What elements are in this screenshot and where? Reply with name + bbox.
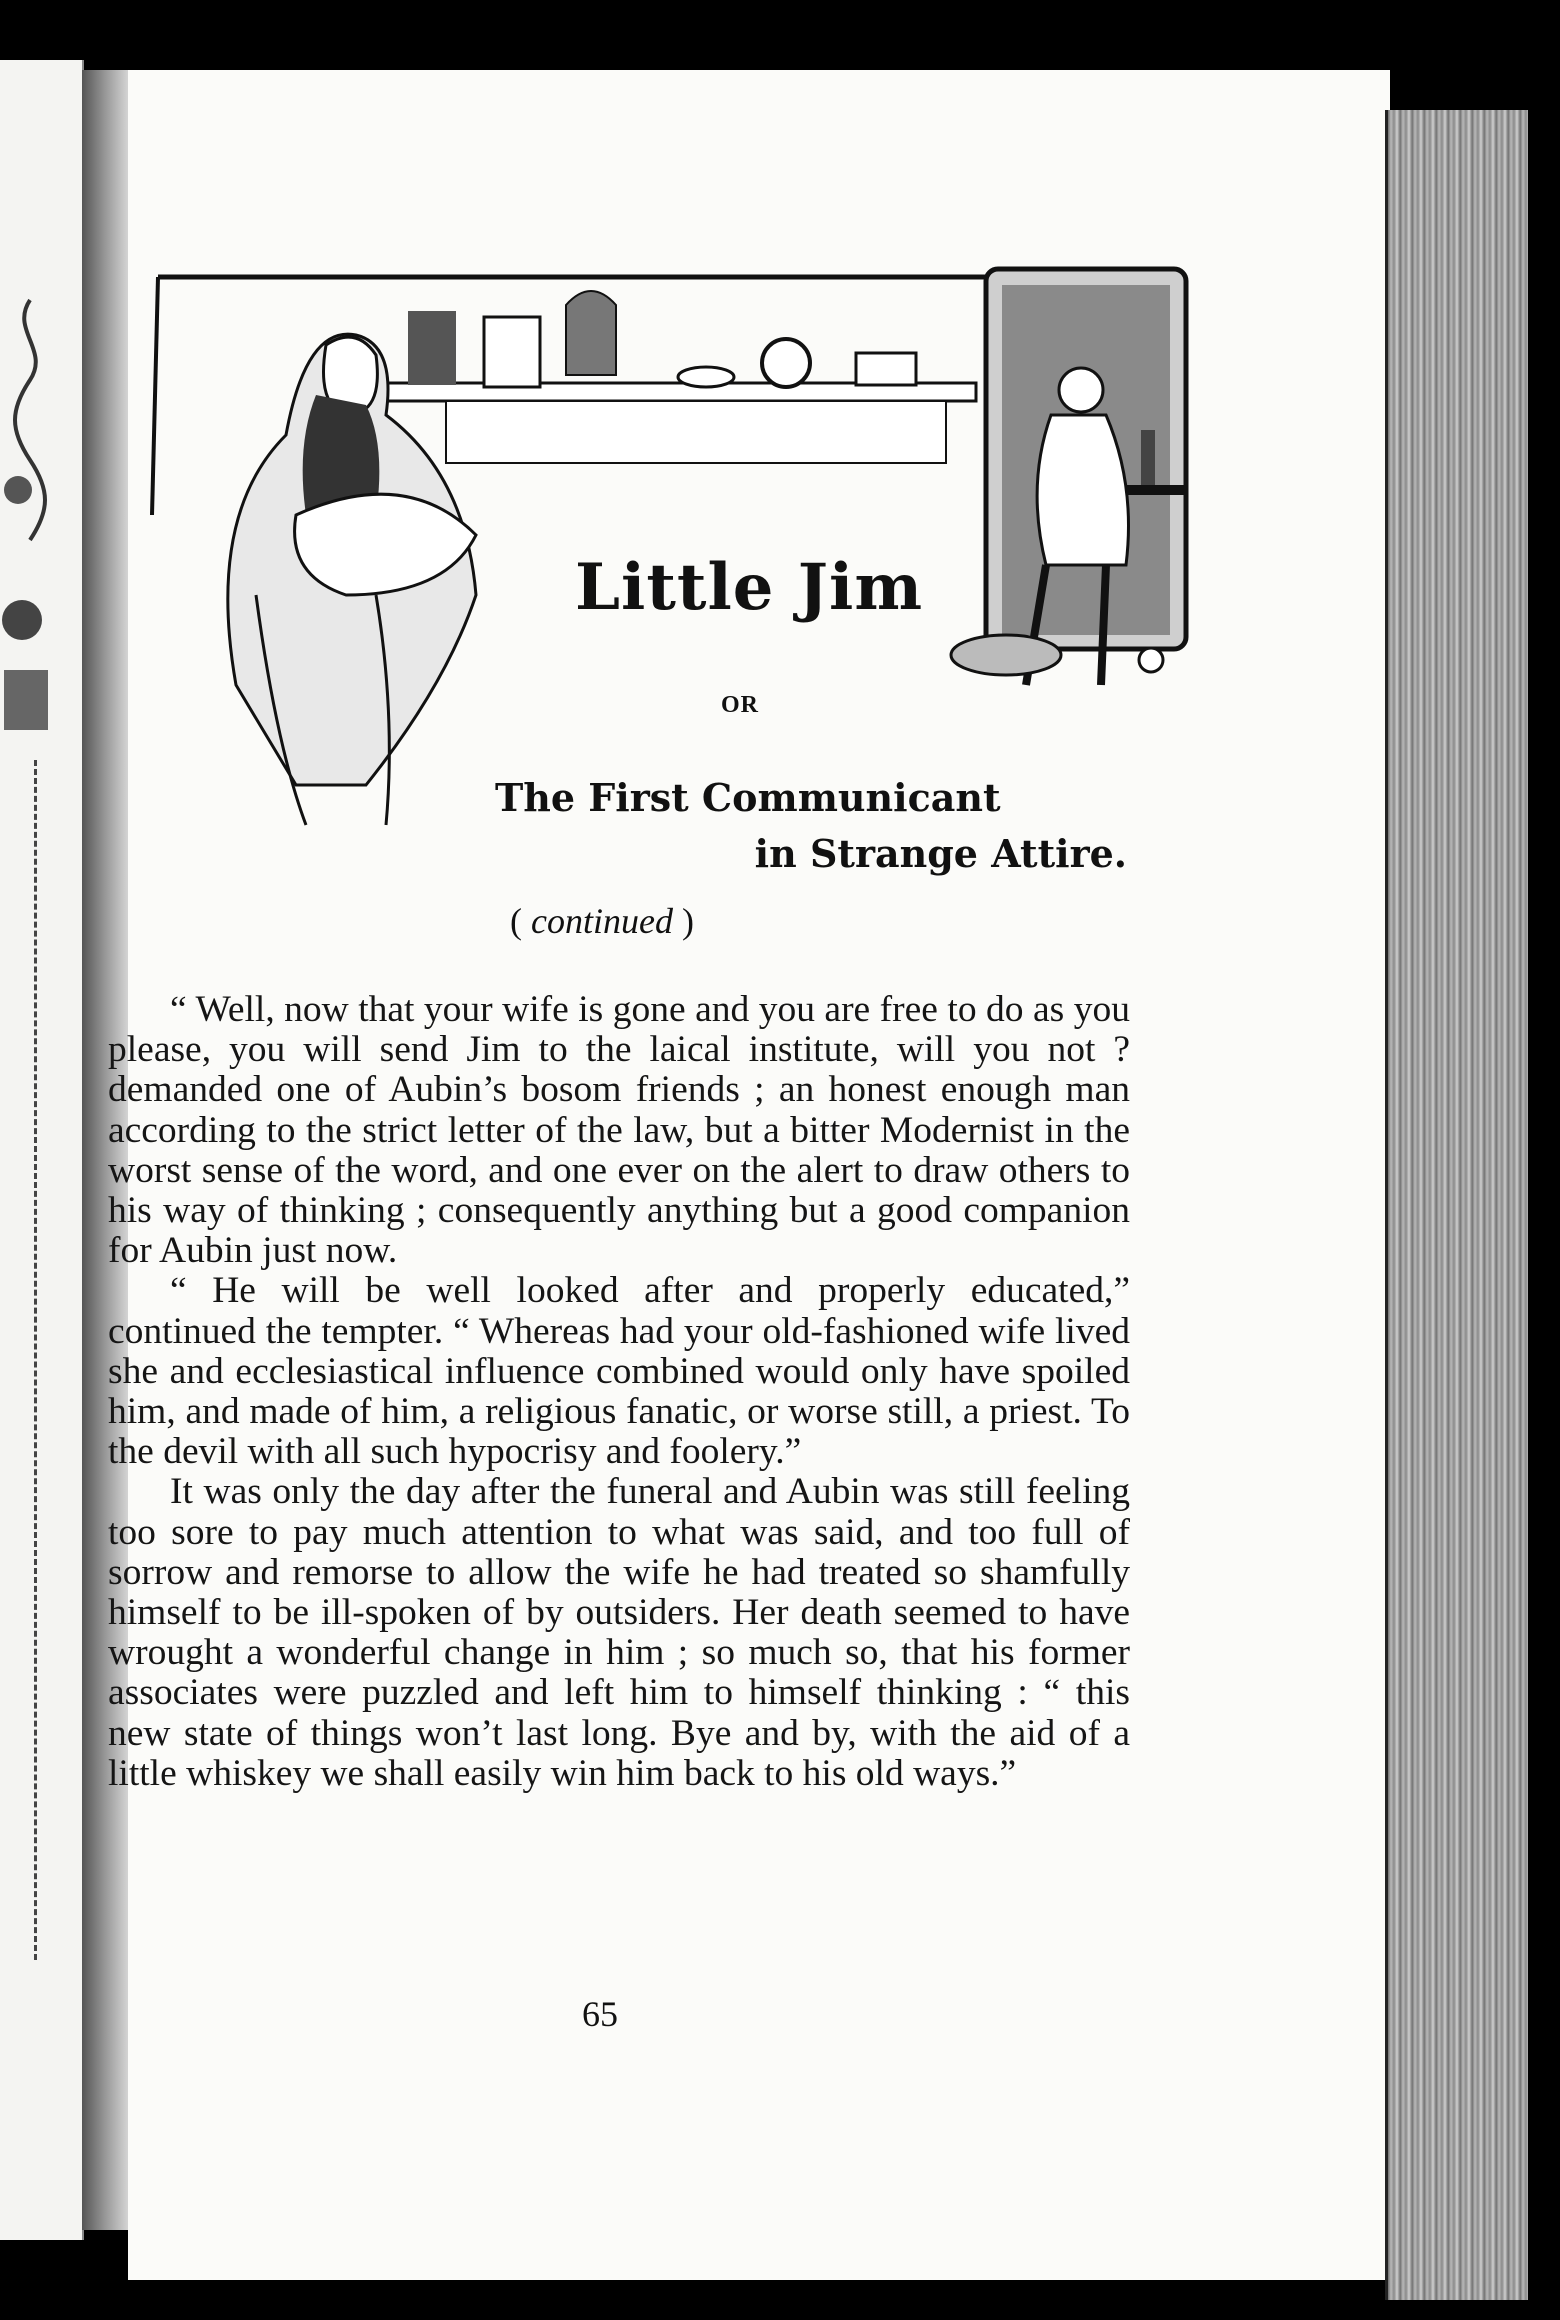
continued-label: continued	[531, 901, 673, 941]
subtitle-line-1: The First Communicant	[495, 775, 1001, 820]
paragraph: “ He will be well looked after and properly educated,” continued the tempter. “ Whereas had your old-fashioned wife lived she and ecclesiastical influence combined would only have spoiled him, and made of him, a religious fanatic, or worse still, a priest. To the devil with all such hypocrisy and foolery.”	[108, 1270, 1130, 1473]
decorative-border-ornament	[0, 290, 60, 770]
continued-note: ( continued )	[510, 901, 694, 941]
story-subtitle	[495, 770, 1135, 882]
subtitle-line-2: in Strange Attire.	[754, 831, 1127, 876]
decorative-chain-border	[34, 760, 43, 1960]
page-fore-edge	[1385, 110, 1528, 2300]
story-body	[108, 990, 1130, 1794]
paragraph: “ Well, now that your wife is gone and you are free to do as you please, you will send Jim to the laical institute, will you not ? demanded one of Aubin’s bosom friends ; an honest enough man according to the strict letter of the law, but a bitter Modernist in the worst sense of the word, and one ever on the alert to draw others to his way of thinking ; consequently anything but a good companion for Aubin just now.	[108, 989, 1130, 1272]
story-title: Little Jim	[575, 550, 924, 625]
title-connector: OR	[721, 692, 759, 718]
page-number: 65	[582, 1994, 618, 2034]
previous-page-edge	[0, 60, 84, 2240]
paragraph: It was only the day after the funeral and Aubin was still feeling too sore to pay much attention to what was said, and too full of sorrow and remorse to allow the wife he had treated so shamfully himself to be ill-spoken of by outsiders. Her death seemed to have wrought a wonderful change in him ; so much so, that his former associates were puzzled and left him to himself thinking : “ this new state of things won’t last long. Bye and by, with the aid of a little whiskey we shall easily win him back to his old ways.”	[108, 1471, 1130, 1794]
